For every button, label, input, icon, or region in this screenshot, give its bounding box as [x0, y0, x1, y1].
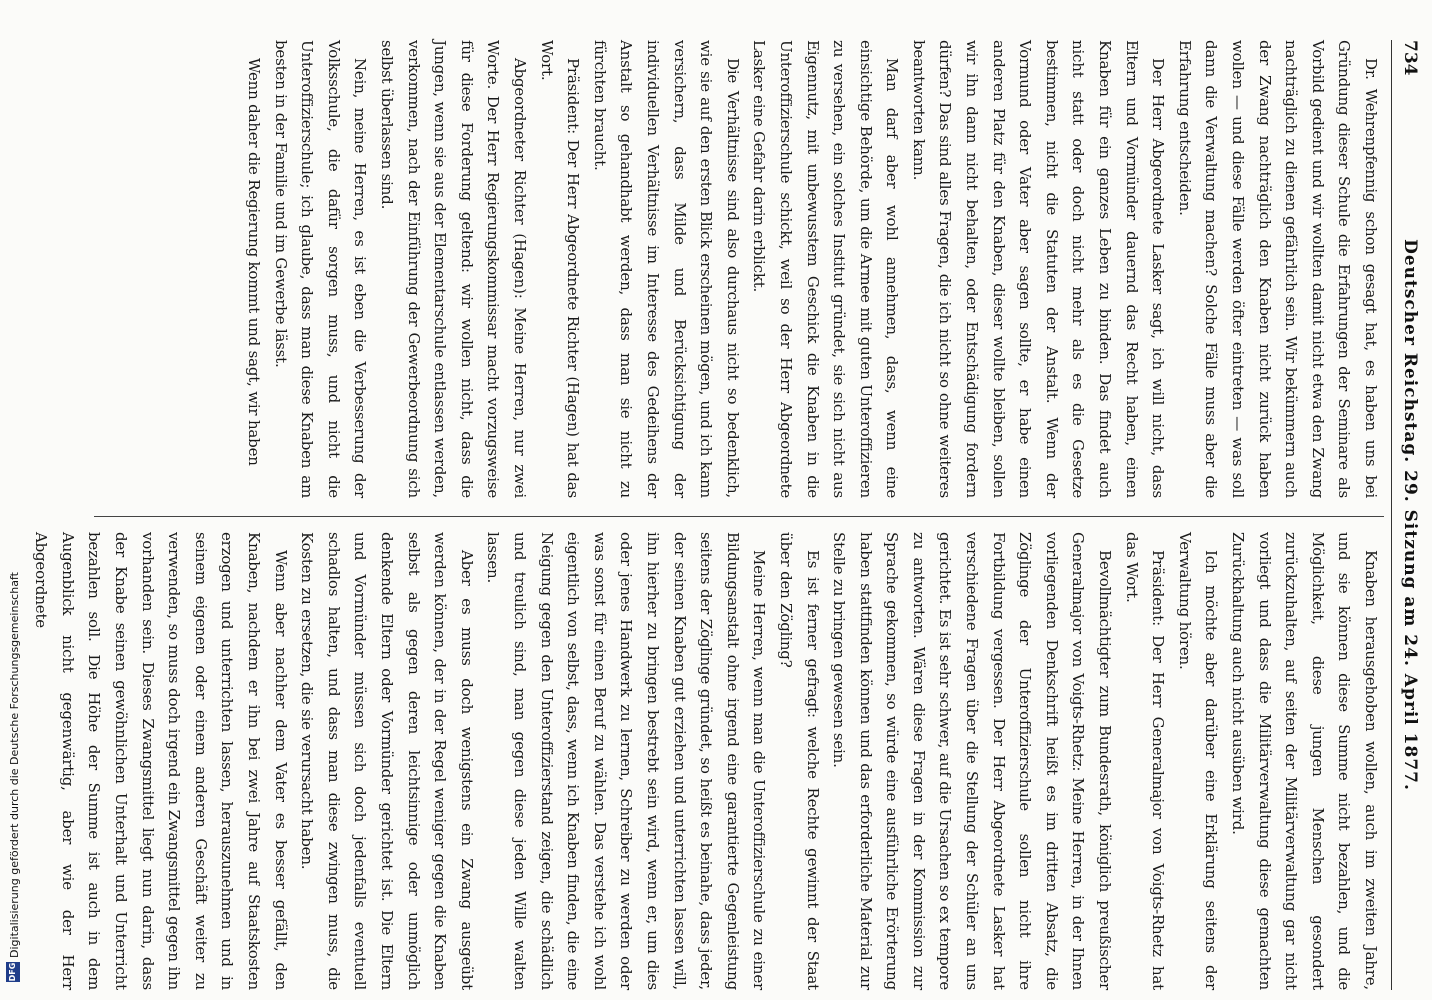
text-column-left	[94, 40, 1384, 498]
paragraph: Aber es muss doch wenigstens ein Zwang ausgeübt werden können, der in der Regel weniger gegen die Knaben selbst als gegen deren leichtsinnige oder unmöglich denkende Eltern oder Vormünder gerichtet ist. Die Eltern und Vormünder müssen sich doch jedenfalls eventuell schadlos halten, und dass man diese zwingen muss, die Kosten zu ersetzen, die sie verursacht haben.	[298, 532, 476, 990]
paragraph: Wenn aber nachher dem Vater es besser gefällt, den Knaben, nachdem er ihn bei zwei Jahre auf Staatskosten erzogen und unterrichten lassen, herauszunehmen und in seinem eigenen oder einem anderen Geschäft weiter zu verwenden, so muss doch irgend ein Zwangsmittel gegen ihn vorhanden sein. Dieses Zwangsmittel liegt nun darin, dass der Knabe seinen gewöhnlichen Unterhalt und Unterricht bezahlen soll. Die Höhe der Summe ist auch in dem Augenblick nicht gegenwärtig, aber wie der Herr Abgeordnete	[32, 532, 290, 990]
rotated-page-content	[32, 40, 1420, 990]
text-column-right	[32, 532, 1384, 990]
header-rule	[1391, 40, 1392, 990]
paragraph: Nein, meine Herren, es ist eben die Verbesserung der Volksschule, die dafür sorgen muss, und nicht die Unteroffizierschule; ich glaube, dass man diese Knaben am besten in der Familie und im Gewerbe lässt.	[271, 40, 370, 498]
paragraph: Man darf aber wohl annehmen, dass, wenn eine einsichtige Behörde, um die Armee mit guten Unteroffizieren zu versehen, ein solches Institut gründet, sie sich nicht aus Eigennutz, mit unbewusstem Geschick die Knaben in die Unteroffizierschule schickt, weil so der Herr Abgeordnete Lasker eine Gefahr darin erblickt.	[750, 40, 902, 498]
page-number: 734	[1400, 40, 1420, 76]
paragraph: Ich möchte aber darüber eine Erklärung seitens der Verwaltung hören.	[1175, 532, 1221, 990]
dfg-logo-icon: DFG	[6, 962, 20, 982]
paragraph: Abgeordneter Richter (Hagen): Meine Herren, nur zwei Worte. Der Herr Regierungskommissar macht vorzugsweise für diese Forderung geltend: wir wollen nicht, dass die Jungen, wenn sie aus der Elementarschule entlassen werden, verkommen, nach der Einführung der Gewerbeordnung sich selbst überlassen sind.	[378, 40, 529, 498]
paragraph: Die Verhältnisse sind also durchaus nicht so bedenklich, wie sie auf den ersten Blick erscheinen mögen, und ich kann versichern, dass Milde und Berücksichtigung der individuellen Verhältnisse im Interesse des Gedeihens der Anstalt so gehandhabt werden, dass man sie nicht zu fürchten braucht.	[590, 40, 742, 498]
page-title: Deutscher Reichstag. 29. Sitzung am 24. April 1877.	[1400, 239, 1420, 791]
paragraph: Präsident: Der Herr Abgeordnete Richter (Hagen) hat das Wort.	[537, 40, 583, 498]
paragraph: Meine Herren, wenn man die Unteroffizierschule zu einer Bildungsanstalt ohne irgend eine garantierte Gegenleistung seitens der Zöglinge gründet, so heißt es beinahe, dass jeder, der seinen Knaben gut erziehen und unterrichten lassen will, ihn hierher zu bringen bestrebt sein wird, wenn er, um dies oder jenes Handwerk zu lernen, Schreiber zu werden oder was sonst für einen Beruf zu wählen. Das verstehe ich wohl eigentlich von selbst, dass, wenn ich Knaben finden, die eine Neigung gegen den Unteroffizierstand zeigen, die schädlich und treulich sind, man gegen diese jeden Wille walten lassen.	[484, 532, 769, 990]
paragraph: Wenn daher die Regierung kommt und sagt, wir haben	[245, 58, 264, 466]
page-header	[1394, 40, 1420, 990]
credit-text: Digitalisierung gefördert durch die Deutsche Forschungsgemeinschaft	[8, 572, 21, 958]
paragraph: Präsident: Der Herr Generalmajor von Voigts-Rhetz hat das Wort.	[1122, 532, 1168, 990]
paragraph: Es ist ferner gefragt: welche Rechte gewinnt der Staat über den Zögling?	[776, 532, 822, 990]
paragraph: Der Herr Abgeordnete Lasker sagt, ich will nicht, dass Eltern und Vormünder dauernd das Recht haben, einen Knaben für ein ganzes Leben zu binden. Das findet auch nicht statt oder doch nicht mehr als es die Gesetze bestimmen, nicht die Statuten der Anstalt. Wenn der Vormund oder Vater aber sagen sollte, er habe einen anderen Platz für den Knaben, dieser wollte bleiben, sollen wir ihn dann nicht behalten, oder Entschädigung fordern dürfen? Das sind alles Fragen, die ich nicht so ohne weiteres beantworten kann.	[909, 40, 1168, 498]
paragraph: Bevollmächtigter zum Bundesrath, königlich preußischer Generalmajor von Voigts-Rhetz: Meine Herren, in der Ihnen vorliegenden Denkschrift heißt es im dritten Absatz, die Zöglinge der Unteroffizierschule sollen nicht ihre Fortbildung vergessen. Der Herr Abgeordnete Lasker hat verschiedene Fragen über die Stellung der Schüler an uns gerichtet. Es ist sehr schwer, auf die Ursachen so ex tempore zu antworten. Wären diese Fragen in der Kommission zur Sprache gekommen, so würde eine ausführliche Erörterung haben stattfinden können und das erforderliche Material zur Stelle zu bringen gewesen sein.	[830, 532, 1115, 990]
credit-strip	[0, 0, 30, 1000]
column-divider	[94, 516, 1384, 517]
paragraph: Dr. Wehrenpfennig schon gesagt hat, es haben uns bei Gründung dieser Schule die Erfahrungen der Seminare als Vorbild gedient und wir wollten damit nicht etwa den Zwang nachträglich zu dienen gefährlich sein. Wir bekümmern auch der Zwang nachträglich den Knaben nicht zurück haben wollen — und diese Fälle werden öfter eintreten — was soll dann die Verwaltung machen? Solche Fälle muss aber die Erfahrung entscheiden.	[1175, 40, 1380, 498]
paragraph: Knaben herausgehoben wollen, auch im zweiten Jahre, und sie können diese Summe nicht bezahlen, und die Möglichkeit, diese jungen Menschen gesondert zurückzuhalten, auf seiten der Militärverwaltung gar nicht vorliegt und dass die Militärverwaltung diese gemachten Zurückhaltung auch nicht ausüben wird.	[1229, 532, 1380, 990]
